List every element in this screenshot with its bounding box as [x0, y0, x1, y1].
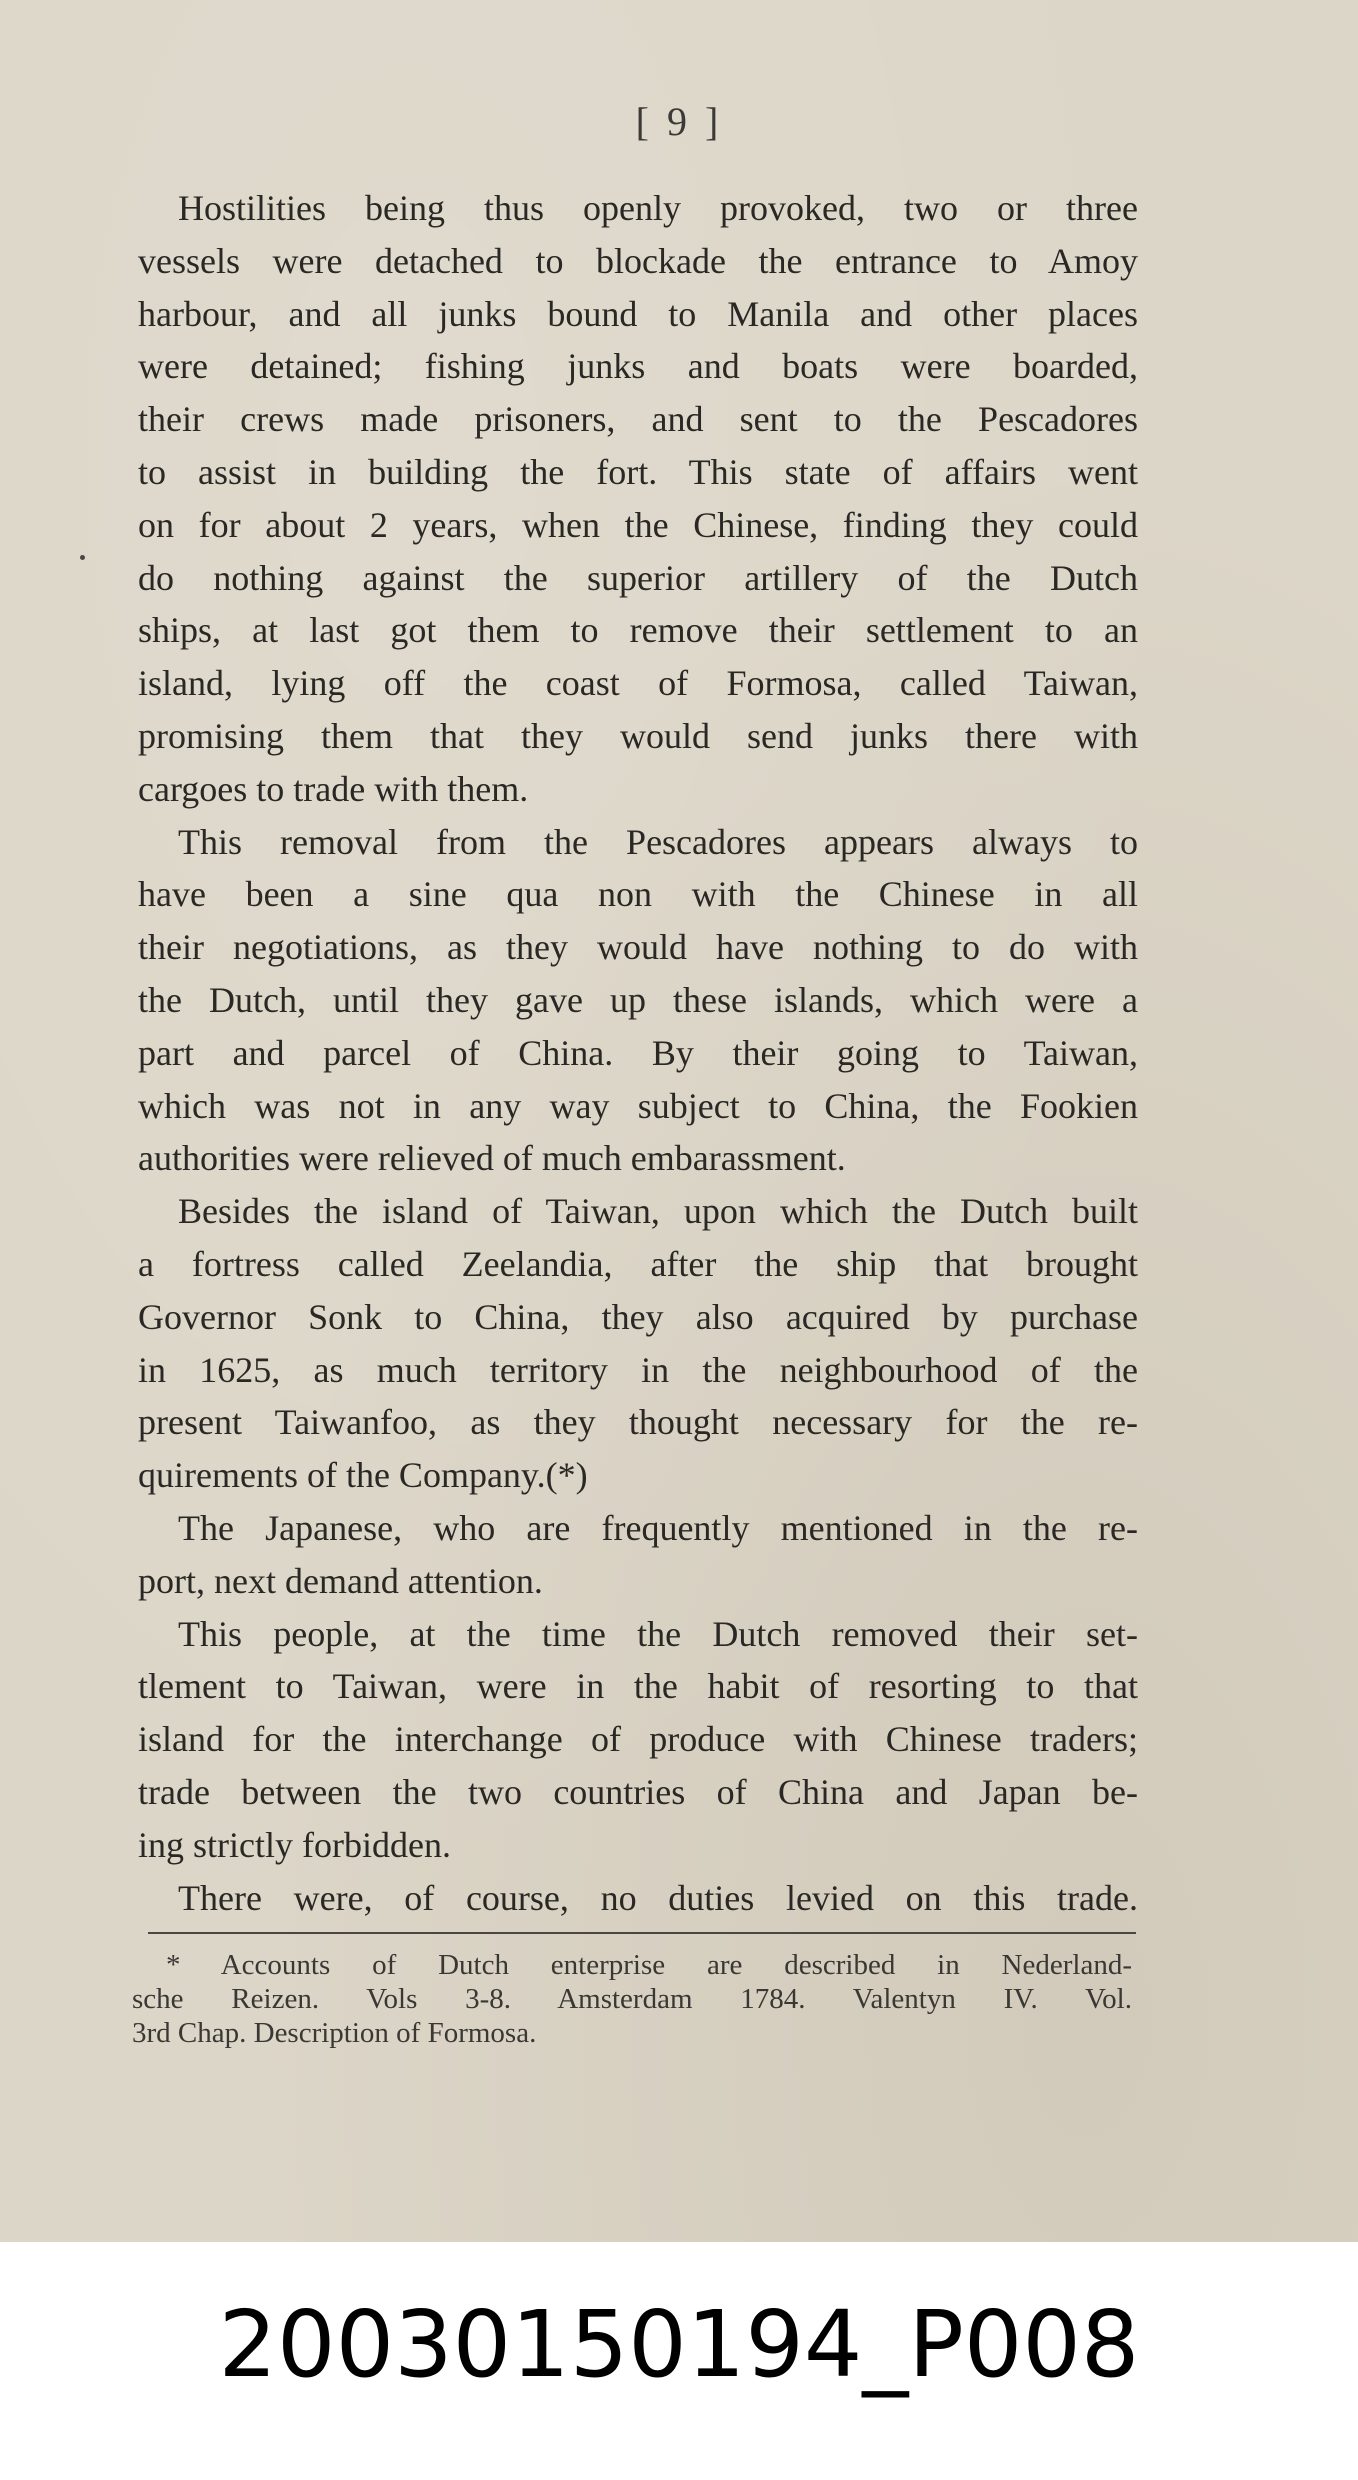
text-line: have been a sine qua non with the Chinese in all	[138, 874, 1138, 915]
text-line: on for about 2 years, when the Chinese, finding they could	[138, 504, 1138, 545]
footnote	[132, 1948, 1132, 2050]
text-line: ships, at last got them to remove their settlement to an	[138, 610, 1138, 651]
text-line: Hostilities being thus openly provoked, two or three	[178, 188, 1138, 228]
text-line: in 1625, as much territory in the neighbourhood of the	[138, 1349, 1138, 1390]
text-line: port, next demand attention.	[138, 1560, 543, 1601]
text-line: island for the interchange of produce with Chinese traders;	[138, 1719, 1138, 1760]
text-line: This people, at the time the Dutch removed their set-	[178, 1613, 1138, 1654]
image-caption: 20030150194_P008	[218, 2291, 1140, 2398]
text-line: trade between the two countries of China and Japan be-	[138, 1771, 1138, 1812]
text-line: do nothing against the superior artillery of the Dutch	[138, 557, 1138, 598]
page-number: [ 9 ]	[635, 99, 723, 144]
text-line: their crews made prisoners, and sent to the Pescadores	[138, 399, 1138, 440]
text-line: There were, of course, no duties levied on this trade.	[178, 1877, 1138, 1918]
text-line: cargoes to trade with them.	[138, 768, 529, 809]
footnote-line: sche Reizen. Vols 3-8. Amsterdam 1784. Valentyn IV. Vol.	[132, 1983, 1132, 2015]
body-text	[138, 182, 1138, 1924]
text-line: This removal from the Pescadores appears always to	[178, 821, 1138, 862]
text-line: Governor Sonk to China, they also acquired by purchase	[138, 1296, 1138, 1337]
margin-mark	[80, 555, 85, 560]
footnote-line: * Accounts of Dutch enterprise are described in Nederland-	[166, 1949, 1132, 1981]
text-line: which was not in any way subject to China, the Fookien	[138, 1085, 1138, 1126]
text-line: harbour, and all junks bound to Manila and other places	[138, 293, 1138, 334]
text-line: part and parcel of China. By their going to Taiwan,	[138, 1032, 1138, 1073]
text-line: tlement to Taiwan, were in the habit of resorting to that	[138, 1666, 1138, 1707]
text-line: vessels were detached to blockade the entrance to Amoy	[138, 240, 1138, 281]
text-line: were detained; fishing junks and boats were boarded,	[138, 346, 1138, 387]
footnote-rule	[148, 1932, 1136, 1934]
text-line: a fortress called Zeelandia, after the ship that brought	[138, 1243, 1138, 1284]
text-line: to assist in building the fort. This state of affairs went	[138, 451, 1138, 492]
text-line: Besides the island of Taiwan, upon which the Dutch built	[178, 1191, 1138, 1232]
text-line: the Dutch, until they gave up these islands, which were a	[138, 979, 1138, 1020]
text-line: present Taiwanfoo, as they thought necessary for the re-	[138, 1402, 1138, 1443]
text-line: promising them that they would send junks there with	[138, 715, 1138, 756]
text-line: island, lying off the coast of Formosa, called Taiwan,	[138, 663, 1138, 704]
text-line: The Japanese, who are frequently mentioned in the re-	[178, 1507, 1138, 1548]
footnote-line: 3rd Chap. Description of Formosa.	[132, 2017, 537, 2049]
text-line: quirements of the Company.(*)	[138, 1455, 588, 1496]
text-line: authorities were relieved of much embarassment.	[138, 1138, 846, 1179]
text-line: their negotiations, as they would have nothing to do with	[138, 927, 1138, 968]
text-line: ing strictly forbidden.	[138, 1824, 451, 1865]
